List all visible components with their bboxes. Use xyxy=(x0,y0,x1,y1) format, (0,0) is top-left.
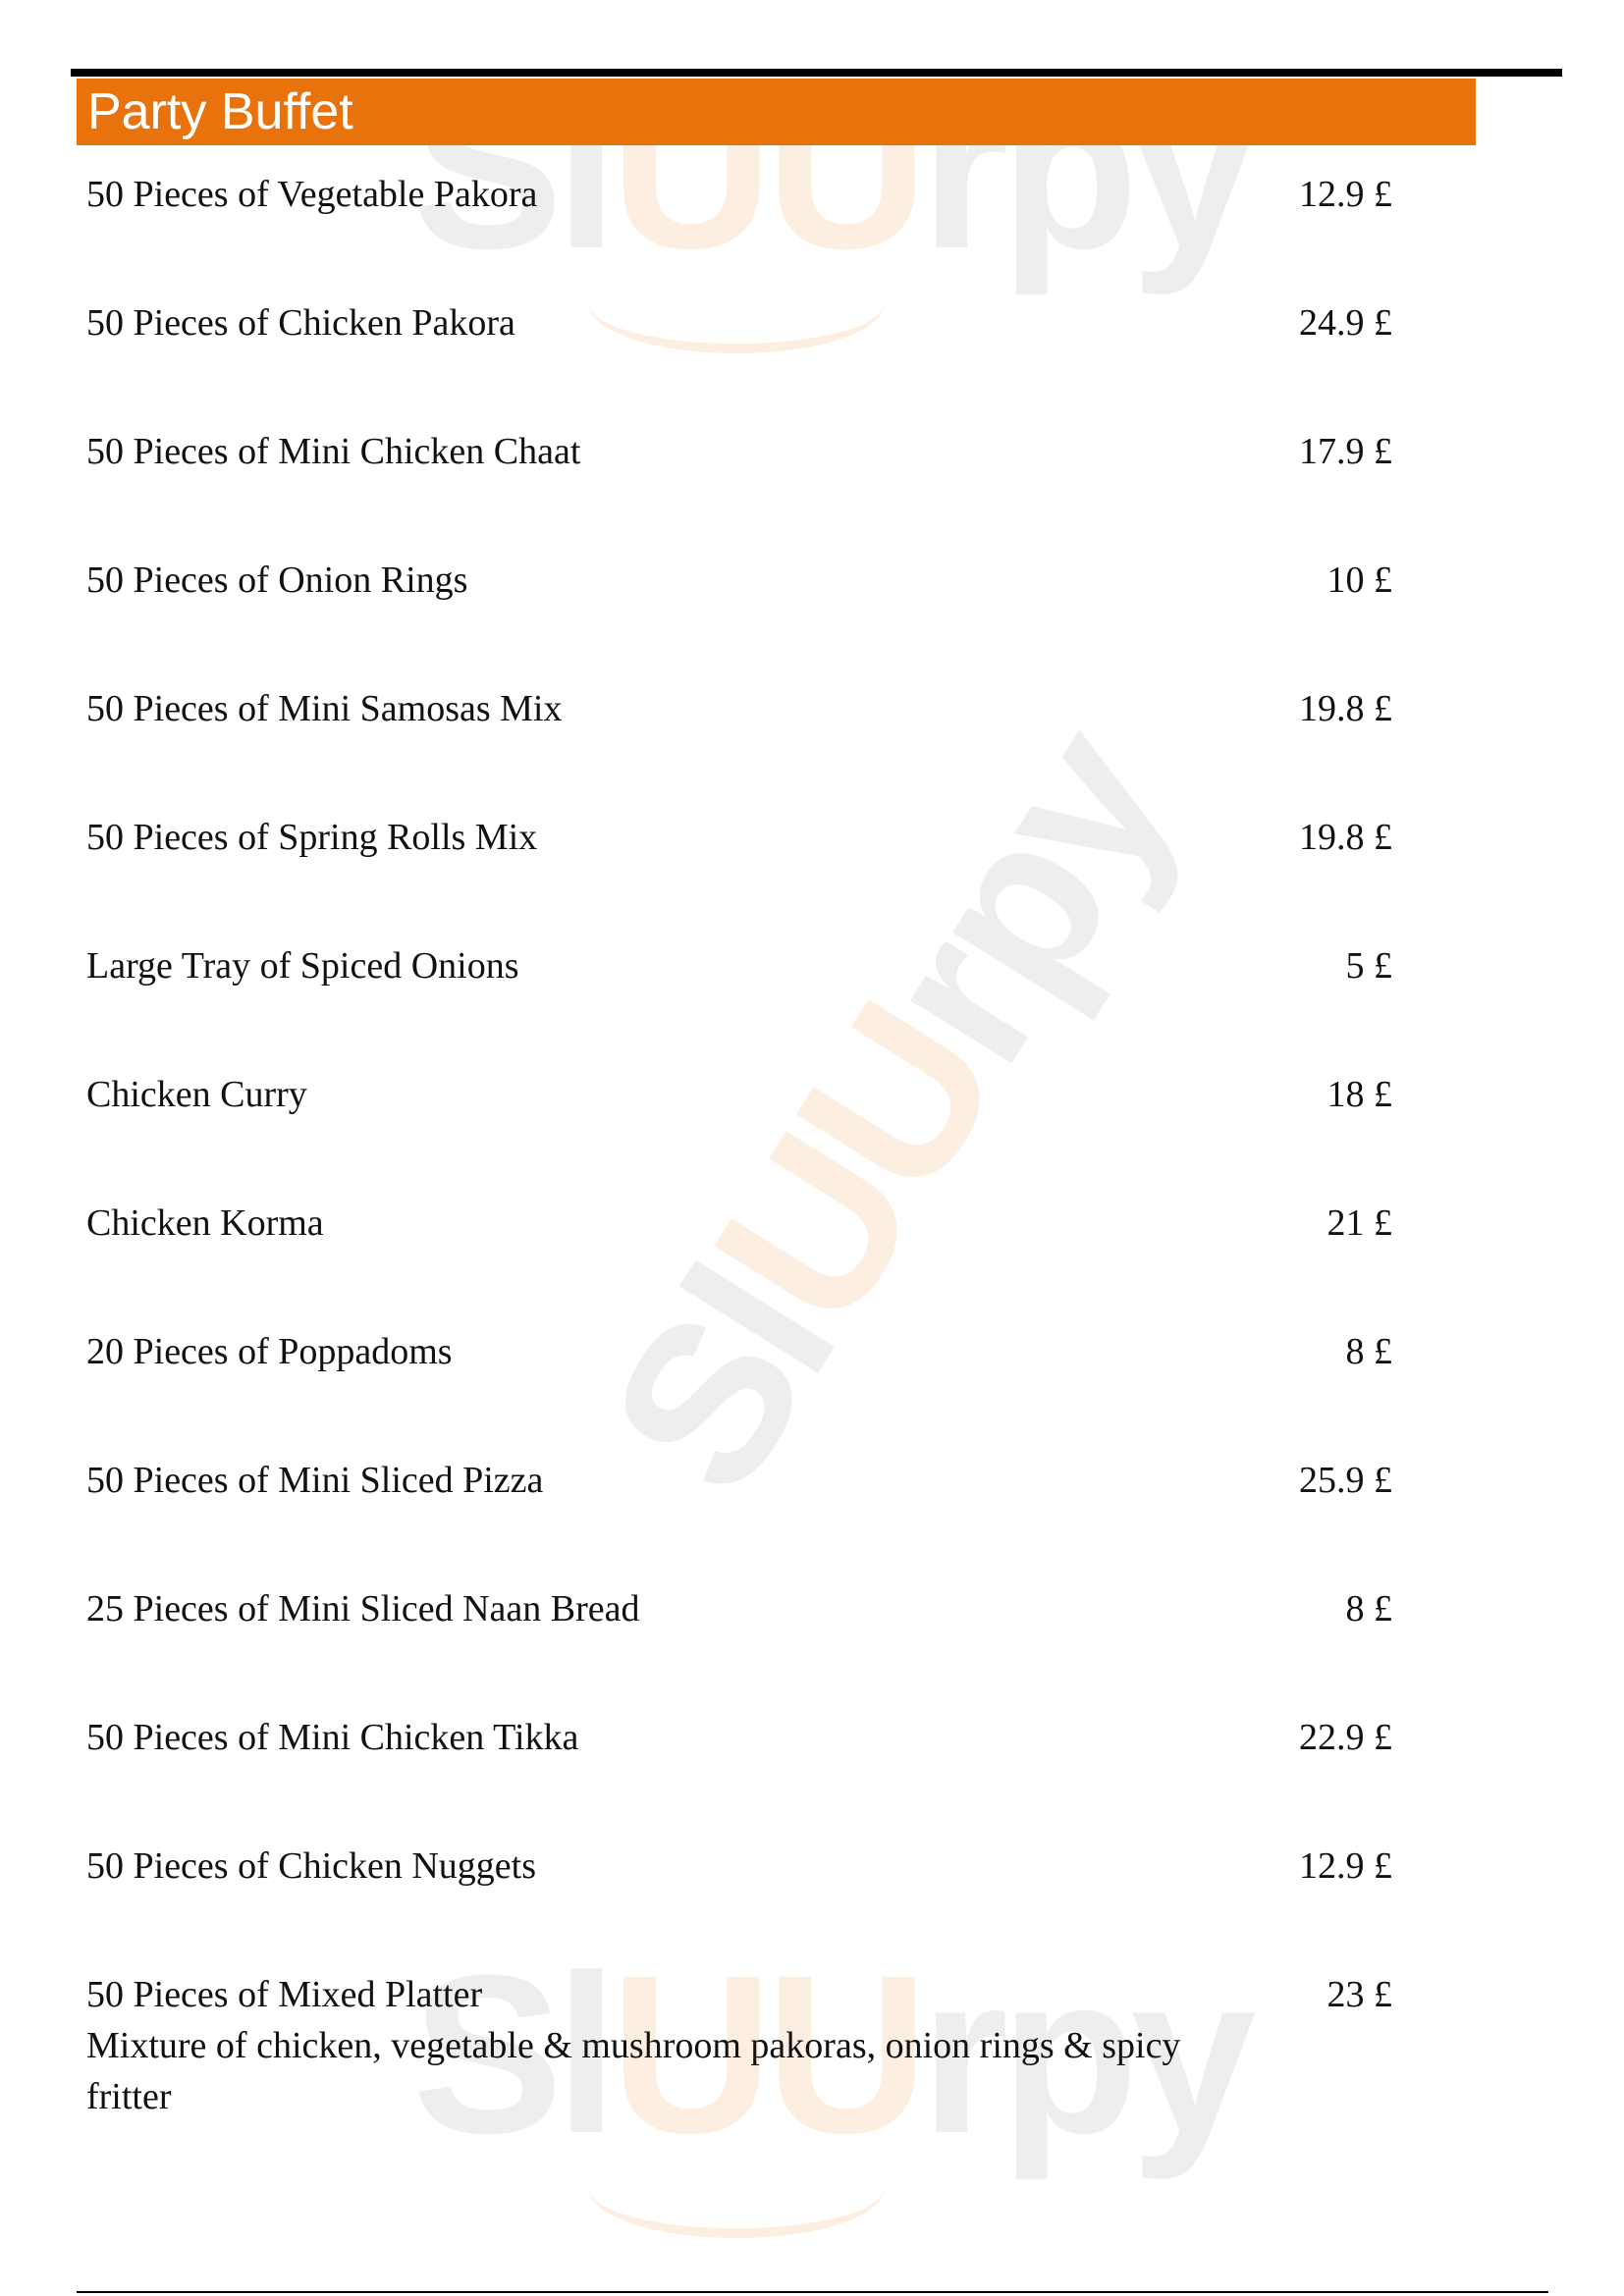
item-price: 21 £ xyxy=(1326,1202,1392,1244)
item-name: 50 Pieces of Mini Samosas Mix xyxy=(86,688,563,729)
menu-item xyxy=(86,812,1392,940)
item-name: Chicken Korma xyxy=(86,1202,324,1244)
item-description: Mixture of chicken, vegetable & mushroom pakoras, onion rings & spicy fritter xyxy=(86,2025,1181,2117)
menu-item xyxy=(86,169,1392,297)
menu-item xyxy=(86,683,1392,812)
item-price: 19.8 £ xyxy=(1299,688,1392,729)
item-name: 20 Pieces of Poppadoms xyxy=(86,1331,453,1372)
section-title: Party Buffet xyxy=(87,83,353,140)
slurpy-watermark: SlUUrpy xyxy=(412,43,1249,295)
menu-list xyxy=(86,169,1392,2165)
item-price: 24.9 £ xyxy=(1299,302,1392,344)
item-price: 18 £ xyxy=(1326,1074,1392,1115)
menu-item xyxy=(86,1069,1392,1198)
item-price: 5 £ xyxy=(1345,945,1392,987)
item-name: 50 Pieces of Mini Sliced Pizza xyxy=(86,1460,544,1501)
item-name: 50 Pieces of Spring Rolls Mix xyxy=(86,817,538,858)
item-price: 19.8 £ xyxy=(1299,817,1392,858)
bottom-divider xyxy=(77,2291,1548,2293)
item-price: 23 £ xyxy=(1326,1974,1392,2015)
menu-item xyxy=(86,426,1392,555)
item-name: 50 Pieces of Chicken Nuggets xyxy=(86,1845,537,1887)
item-name: 25 Pieces of Mini Sliced Naan Bread xyxy=(86,1588,640,1629)
item-name: 50 Pieces of Vegetable Pakora xyxy=(86,174,538,215)
slurpy-watermark: SlUUrpy xyxy=(412,1928,1249,2180)
item-price: 22.9 £ xyxy=(1299,1717,1392,1758)
item-name: 50 Pieces of Mini Chicken Tikka xyxy=(86,1717,579,1758)
item-price: 8 £ xyxy=(1345,1588,1392,1629)
item-name: 50 Pieces of Mixed Platter xyxy=(86,1974,483,2015)
item-price: 8 £ xyxy=(1345,1331,1392,1372)
item-price: 10 £ xyxy=(1326,560,1392,601)
item-name: 50 Pieces of Mini Chicken Chaat xyxy=(86,431,581,472)
menu-item xyxy=(86,1455,1392,1583)
item-price: 12.9 £ xyxy=(1299,174,1392,215)
item-price: 17.9 £ xyxy=(1299,431,1392,472)
menu-item xyxy=(86,1841,1392,1969)
slurpy-watermark: SlUUrpy xyxy=(561,690,1218,1533)
top-divider xyxy=(71,69,1562,77)
item-price: 25.9 £ xyxy=(1299,1460,1392,1501)
menu-item xyxy=(86,297,1392,426)
menu-item xyxy=(86,940,1392,1069)
menu-item xyxy=(86,1198,1392,1326)
item-name: 50 Pieces of Chicken Pakora xyxy=(86,302,515,344)
item-price: 12.9 £ xyxy=(1299,1845,1392,1887)
item-name: 50 Pieces of Onion Rings xyxy=(86,560,468,601)
menu-item xyxy=(86,1969,1392,2165)
menu-item xyxy=(86,1583,1392,1712)
item-name: Large Tray of Spiced Onions xyxy=(86,945,519,987)
menu-item xyxy=(86,1712,1392,1841)
section-header xyxy=(77,79,1476,145)
menu-item xyxy=(86,1326,1392,1455)
menu-item xyxy=(86,555,1392,683)
item-name: Chicken Curry xyxy=(86,1074,307,1115)
